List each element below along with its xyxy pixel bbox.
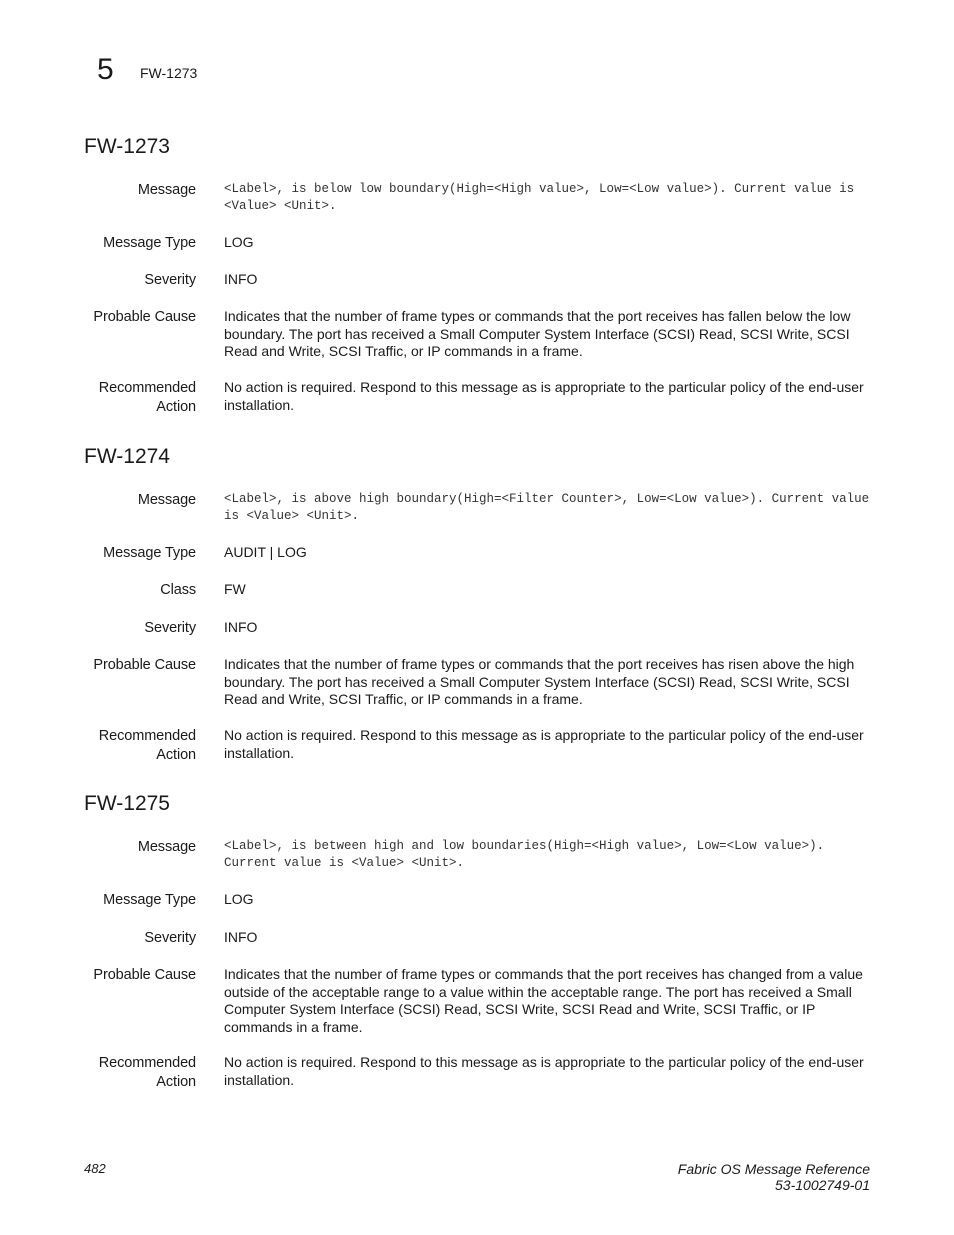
field-label: Recommended Action (98, 380, 196, 415)
field-label: Severity (144, 930, 196, 946)
field-value: LOG (224, 234, 254, 250)
field-value: No action is required. Respond to this message as is appropriate to the particular policy of the end-user installation. (224, 727, 864, 761)
field-label: Probable Cause (93, 967, 196, 983)
field-value: Indicates that the number of frame types or commands that the port receives has risen above the high boundary. The port has received a Small Computer System Interface (SCSI) Read, SCSI Write, SCSI Read and Write, SCSI Traffic, or IP commands in a frame. (224, 656, 855, 707)
field-label: Message Type (103, 545, 196, 561)
field-label: Message (137, 182, 196, 198)
running-head: FW-1273 (140, 65, 198, 81)
page-number: 482 (84, 1161, 106, 1176)
field-value: No action is required. Respond to this message as is appropriate to the particular policy of the end-user installation. (224, 379, 864, 413)
field-label: Message (137, 839, 196, 855)
field-value: INFO (224, 929, 258, 945)
section-title: FW-1274 (84, 445, 170, 468)
field-value: INFO (224, 619, 258, 635)
section-title: FW-1273 (84, 135, 170, 158)
doc-number: 53-1002749-01 (775, 1177, 870, 1193)
chapter-number: 5 (97, 53, 114, 86)
field-label: Severity (144, 272, 196, 288)
section-title: FW-1275 (84, 792, 170, 815)
footer-doc-info (678, 1161, 870, 1193)
field-value: LOG (224, 891, 254, 907)
field-value: FW (224, 581, 246, 597)
field-value: <Label>, is between high and low boundaries(High=<High value>, Low=<Low value>). Current value is <Value> <Unit>. (224, 839, 825, 870)
field-label: Message Type (103, 892, 196, 908)
field-label: Severity (144, 620, 196, 636)
field-value: <Label>, is above high boundary(High=<Filter Counter>, Low=<Low value>). Current value is <Value> <Unit>. (224, 492, 870, 523)
field-label: Recommended Action (98, 1055, 196, 1090)
field-label: Message (137, 492, 196, 508)
field-value: Indicates that the number of frame types or commands that the port receives has changed from a value outside of the acceptable range to a value within the acceptable range. The port has received a Small Computer System Interface (SCSI) Read, SCSI Write, SCSI Read and Write, SCSI Traffic, or IP commands in a frame. (224, 966, 863, 1035)
field-label: Class (160, 582, 196, 598)
field-value: Indicates that the number of frame types or commands that the port receives has fallen below the low boundary. The port has received a Small Computer System Interface (SCSI) Read, SCSI Write, SCSI Read and Write, SCSI Traffic, or IP commands in a frame. (224, 308, 851, 359)
field-value: <Label>, is below low boundary(High=<High value>, Low=<Low value>). Current value is <Value> <Unit>. (224, 182, 855, 213)
field-label: Recommended Action (98, 728, 196, 763)
doc-title: Fabric OS Message Reference (677, 1161, 870, 1177)
field-value: No action is required. Respond to this message as is appropriate to the particular policy of the end-user installation. (224, 1054, 864, 1088)
field-label: Probable Cause (93, 657, 196, 673)
field-label: Message Type (103, 235, 196, 251)
field-value: AUDIT | LOG (224, 544, 307, 560)
field-value: INFO (224, 271, 258, 287)
field-label: Probable Cause (93, 309, 196, 325)
